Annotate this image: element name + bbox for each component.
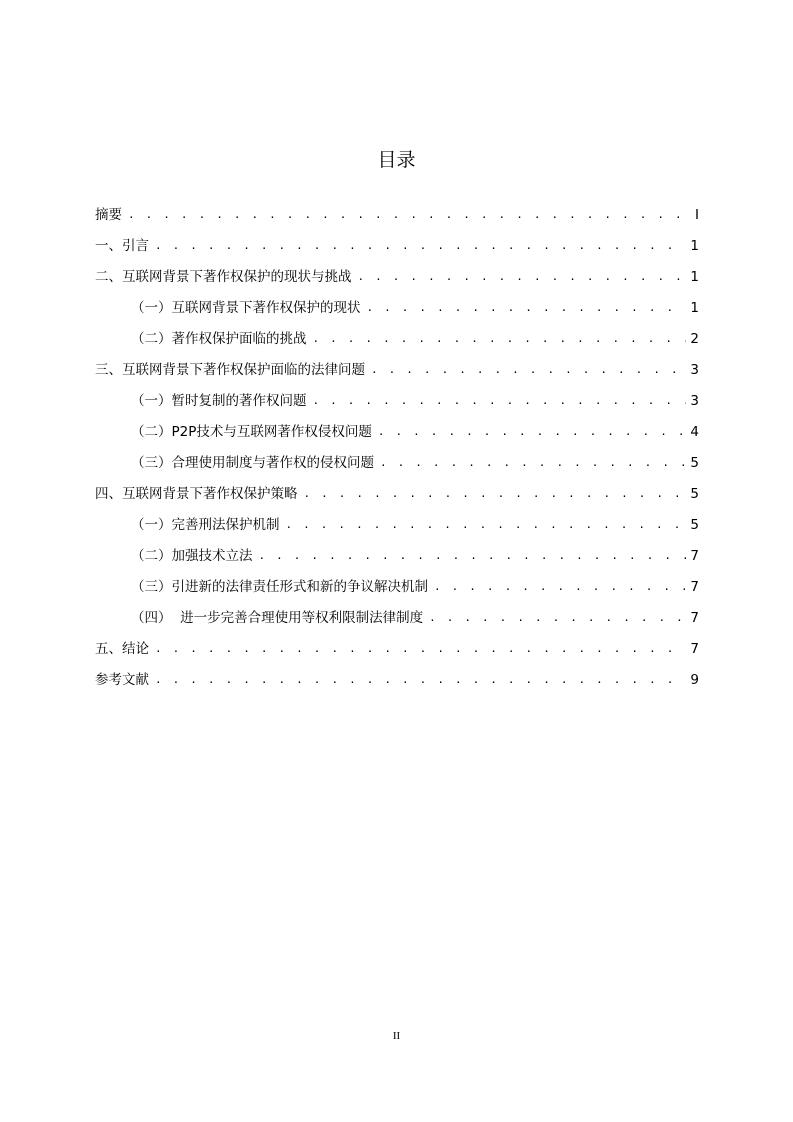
toc-entry-section-4-1[interactable] xyxy=(95,512,699,543)
table-of-contents xyxy=(95,202,699,698)
toc-page-number: 2 xyxy=(690,331,699,347)
toc-page-number: 3 xyxy=(690,362,699,378)
toc-dot-leader xyxy=(155,667,686,693)
toc-entry-section-3[interactable] xyxy=(95,357,699,388)
toc-page-number: 9 xyxy=(690,672,699,688)
toc-entry-label: （二）加强技术立法 xyxy=(131,548,253,564)
toc-dot-leader xyxy=(259,543,687,569)
toc-page-number: 5 xyxy=(690,486,699,502)
toc-dot-leader xyxy=(304,481,687,507)
toc-page-number: 5 xyxy=(690,455,699,471)
toc-entry-introduction[interactable] xyxy=(95,233,699,264)
toc-entry-label: （一）暂时复制的著作权问题 xyxy=(131,393,307,409)
toc-entry-section-2[interactable] xyxy=(95,264,699,295)
toc-dot-leader xyxy=(128,202,687,228)
toc-entry-references[interactable] xyxy=(95,667,699,698)
toc-dot-leader xyxy=(367,295,687,321)
toc-page-number: 1 xyxy=(690,269,699,285)
toc-page-number: 1 xyxy=(690,300,699,316)
toc-entry-label: （一）完善刑法保护机制 xyxy=(131,517,280,533)
toc-entry-section-3-2[interactable] xyxy=(95,419,699,450)
toc-entry-section-3-1[interactable] xyxy=(95,388,699,419)
toc-entry-label: （二）P2P技术与互联网著作权侵权问题 xyxy=(131,424,372,440)
toc-entry-label: 三、互联网背景下著作权保护面临的法律问题 xyxy=(95,362,365,378)
toc-dot-leader xyxy=(313,326,687,352)
toc-entry-label: 五、结论 xyxy=(95,641,149,657)
toc-dot-leader xyxy=(429,605,686,631)
toc-page-number: I xyxy=(695,207,699,223)
toc-entry-label: （一）互联网背景下著作权保护的现状 xyxy=(131,300,361,316)
toc-page-number: 7 xyxy=(690,548,699,564)
toc-page-number: 3 xyxy=(690,393,699,409)
toc-entry-label: （二）著作权保护面临的挑战 xyxy=(131,331,307,347)
toc-entry-section-4-4[interactable] xyxy=(95,605,699,636)
toc-entry-label: 四、互联网背景下著作权保护策略 xyxy=(95,486,298,502)
page-title: 目录 xyxy=(377,149,416,171)
toc-dot-leader xyxy=(313,388,687,414)
toc-entry-label: （四） 进一步完善合理使用等权利限制法律制度 xyxy=(131,610,424,626)
toc-entry-section-4-2[interactable] xyxy=(95,543,699,574)
toc-entry-label: 参考文献 xyxy=(95,672,149,688)
toc-entry-label: 一、引言 xyxy=(95,238,149,254)
toc-entry-section-4-3[interactable] xyxy=(95,574,699,605)
toc-dot-leader xyxy=(380,450,686,476)
toc-entry-label: （三）引进新的法律责任形式和新的争议解决机制 xyxy=(131,579,428,595)
toc-entry-conclusion[interactable] xyxy=(95,636,699,667)
toc-entry-label: 摘要 xyxy=(95,207,122,223)
toc-dot-leader xyxy=(358,264,687,290)
toc-dot-leader xyxy=(434,574,686,600)
toc-dot-leader xyxy=(371,357,686,383)
toc-entry-section-2-1[interactable] xyxy=(95,295,699,326)
toc-page-number: 7 xyxy=(690,579,699,595)
toc-page-number: 5 xyxy=(690,517,699,533)
toc-dot-leader xyxy=(155,233,686,259)
toc-dot-leader xyxy=(155,636,686,662)
toc-entry-label: （三）合理使用制度与著作权的侵权问题 xyxy=(131,455,374,471)
toc-page-number: 7 xyxy=(690,610,699,626)
toc-page-number: 4 xyxy=(690,424,699,440)
toc-dot-leader xyxy=(378,419,687,445)
toc-entry-section-3-3[interactable] xyxy=(95,450,699,481)
page-number-footer: II xyxy=(392,1030,401,1042)
toc-entry-section-2-2[interactable] xyxy=(95,326,699,357)
toc-entry-label: 二、互联网背景下著作权保护的现状与挑战 xyxy=(95,269,352,285)
toc-page-number: 1 xyxy=(690,238,699,254)
toc-entry-abstract[interactable] xyxy=(95,202,699,233)
toc-dot-leader xyxy=(286,512,687,538)
toc-entry-section-4[interactable] xyxy=(95,481,699,512)
toc-page-number: 7 xyxy=(690,641,699,657)
